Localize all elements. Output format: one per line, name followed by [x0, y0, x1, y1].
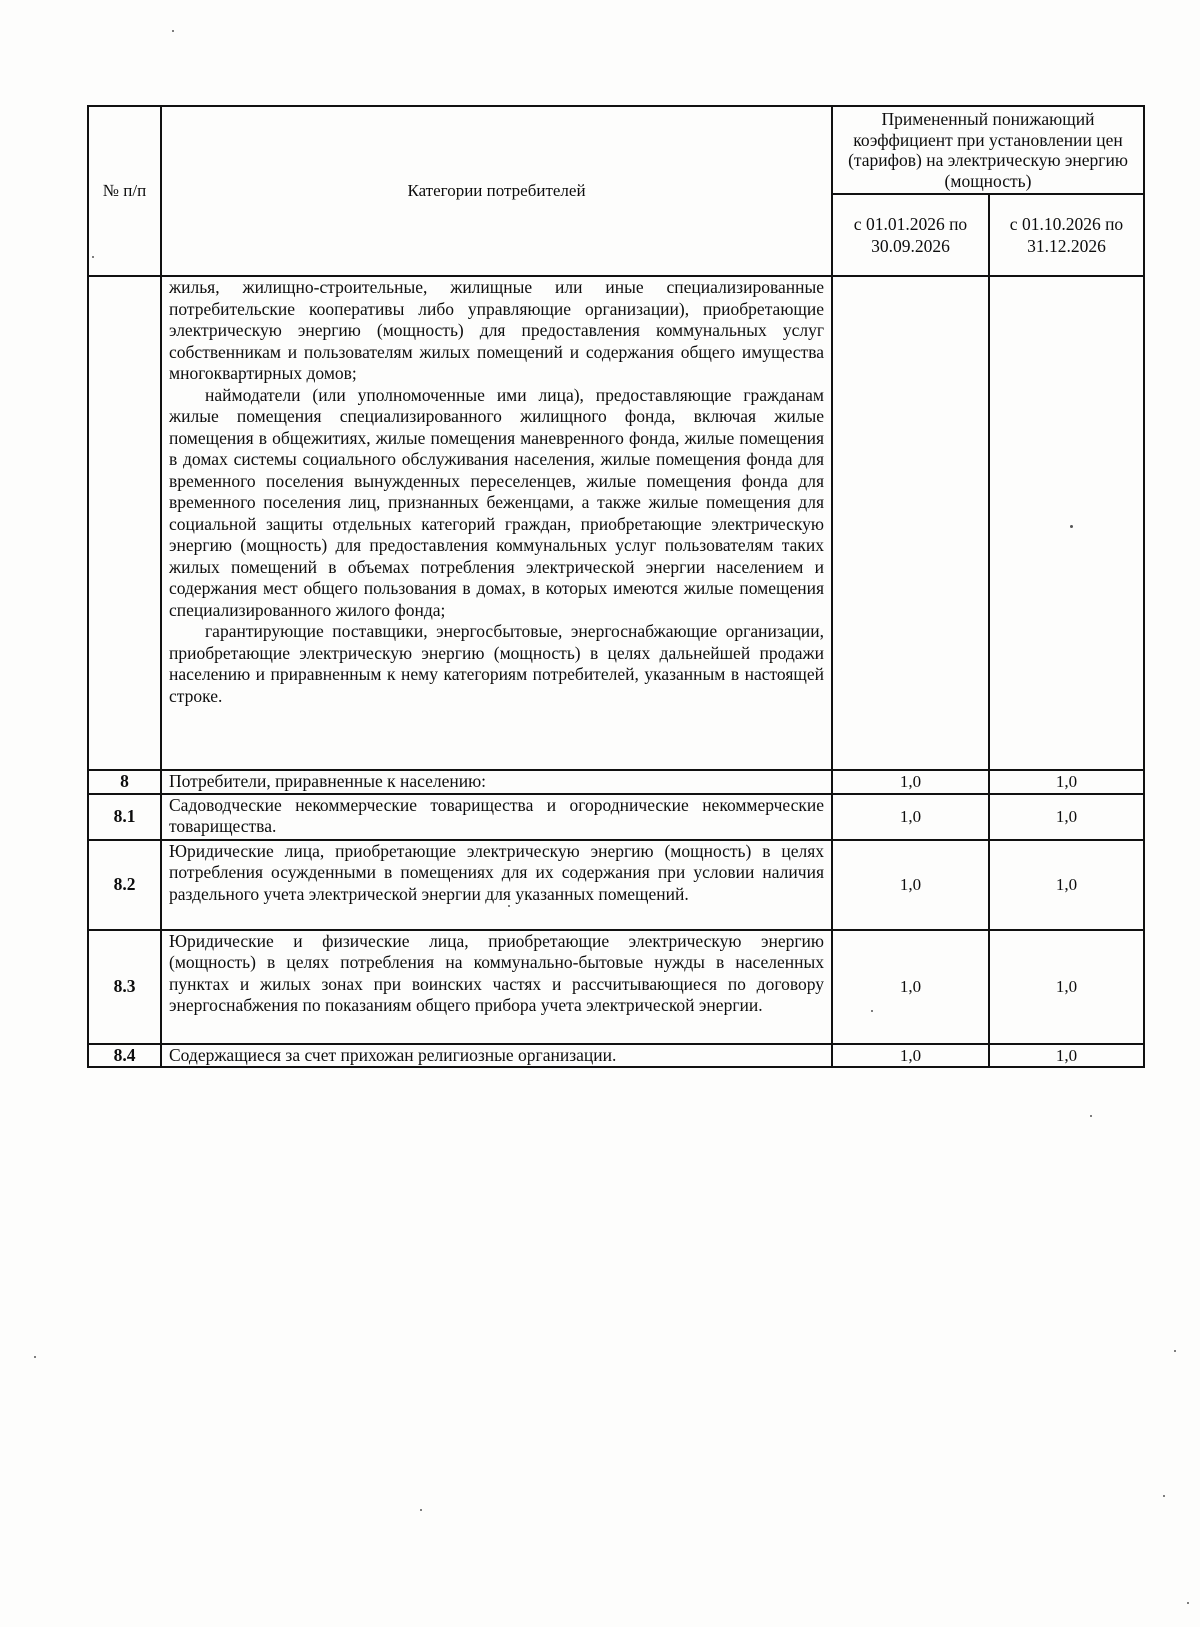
- row-value-period-1: 1,0: [832, 930, 989, 1044]
- row-number: 8.4: [88, 1044, 161, 1068]
- scan-speck: [1174, 1350, 1176, 1352]
- row-value-period-2: 1,0: [989, 840, 1144, 930]
- table-row: [88, 770, 1144, 794]
- continuation-paragraph-3: гарантирующие поставщики, энергосбытовые, энергоснабжающие организации, приобретающие электрическую энергию (мощность) в целях дальнейшей продажи населению и приравненным к нему категориям потребителей, указанным в настоящей строке.: [169, 621, 824, 706]
- table-row-continuation: [88, 276, 1144, 770]
- header-category: Категории потребителей: [161, 106, 832, 276]
- tariff-coefficient-table: [87, 105, 1145, 1068]
- row-number: 8.2: [88, 840, 161, 930]
- row-number: 8.3: [88, 930, 161, 1044]
- row-description: Содержащиеся за счет прихожан религиозные организации.: [161, 1044, 832, 1068]
- header-coefficient: Примененный понижающий коэффициент при установлении цен (тарифов) на электрическую энергию (мощность): [832, 106, 1144, 194]
- scan-speck: [34, 1356, 36, 1358]
- table-header-row: [88, 106, 1144, 194]
- header-period-2: с 01.10.2026 по 31.12.2026: [989, 194, 1144, 276]
- scan-speck: [172, 30, 174, 32]
- row-description: Садоводческие некоммерческие товарищества и огороднические некоммерческие товарищества.: [161, 794, 832, 840]
- table-row: [88, 930, 1144, 1044]
- scan-speck: [420, 1509, 422, 1511]
- row-description-continuation: [161, 276, 832, 770]
- table-row: [88, 794, 1144, 840]
- row-value-period-2: 1,0: [989, 770, 1144, 794]
- scan-speck: [1070, 525, 1073, 528]
- row-value-period-2: 1,0: [989, 794, 1144, 840]
- scan-speck: [871, 1010, 873, 1012]
- row-value-period-1: 1,0: [832, 840, 989, 930]
- row-value-period-1: 1,0: [832, 1044, 989, 1068]
- header-number: № п/п: [88, 106, 161, 276]
- table-row: [88, 1044, 1144, 1068]
- row-value-period-2: 1,0: [989, 930, 1144, 1044]
- continuation-paragraph-1: жилья, жилищно-строительные, жилищные или иные специализированные потребительские кооперативы либо управляющие организации), приобретающие электрическую энергию (мощность) для предоставления коммунальных услуг собственникам и пользователям жилых помещений и содержания общего имущества многоквартирных домов;: [169, 277, 824, 383]
- row-description: Юридические и физические лица, приобретающие электрическую энергию (мощность) в целях потребления на коммунально-бытовые нужды в населенных пунктах и жилых зонах при воинских частях и рассчитывающиеся по договору энергоснабжения по показаниям общего прибора учета электрической энергии.: [161, 930, 832, 1044]
- row-value-empty-1: [832, 276, 989, 770]
- row-value-empty-2: [989, 276, 1144, 770]
- row-value-period-1: 1,0: [832, 794, 989, 840]
- row-value-period-1: 1,0: [832, 770, 989, 794]
- table-row: [88, 840, 1144, 930]
- scan-speck: [508, 905, 510, 907]
- header-period-1: с 01.01.2026 по 30.09.2026: [832, 194, 989, 276]
- row-description: Юридические лица, приобретающие электрическую энергию (мощность) в целях потребления осужденными в помещениях для их содержания при условии наличия раздельного учета электрической энергии для указанных помещений.: [161, 840, 832, 930]
- row-number: 8: [88, 770, 161, 794]
- row-value-period-2: 1,0: [989, 1044, 1144, 1068]
- scan-speck: [1187, 1602, 1189, 1604]
- row-number: 8.1: [88, 794, 161, 840]
- scan-speck: [1090, 1115, 1092, 1117]
- row-number-empty: [88, 276, 161, 770]
- continuation-paragraph-2: наймодатели (или уполномоченные ими лица), предоставляющие гражданам жилые помещения специализированного жилищного фонда, включая жилые помещения в общежитиях, жилые помещения маневренного фонда, жилые помещения в домах системы социального обслуживания населения, жилые помещения фонда для временного поселения вынужденных переселенцев, жилые помещения фонда для временного поселения лиц, признанных беженцами, а также жилые помещения для социальной защиты отдельных категорий граждан, приобретающие электрическую энергию (мощность) для предоставления коммунальных услуг пользователям таких жилых помещений в объемах потребления электрической энергии населением и содержания мест общего пользования в домах, в которых имеются жилые помещения специализированного жилого фонда;: [169, 384, 824, 620]
- scan-speck: [1163, 1495, 1165, 1497]
- row-description: Потребители, приравненные к населению:: [161, 770, 832, 794]
- scan-speck: [92, 256, 94, 258]
